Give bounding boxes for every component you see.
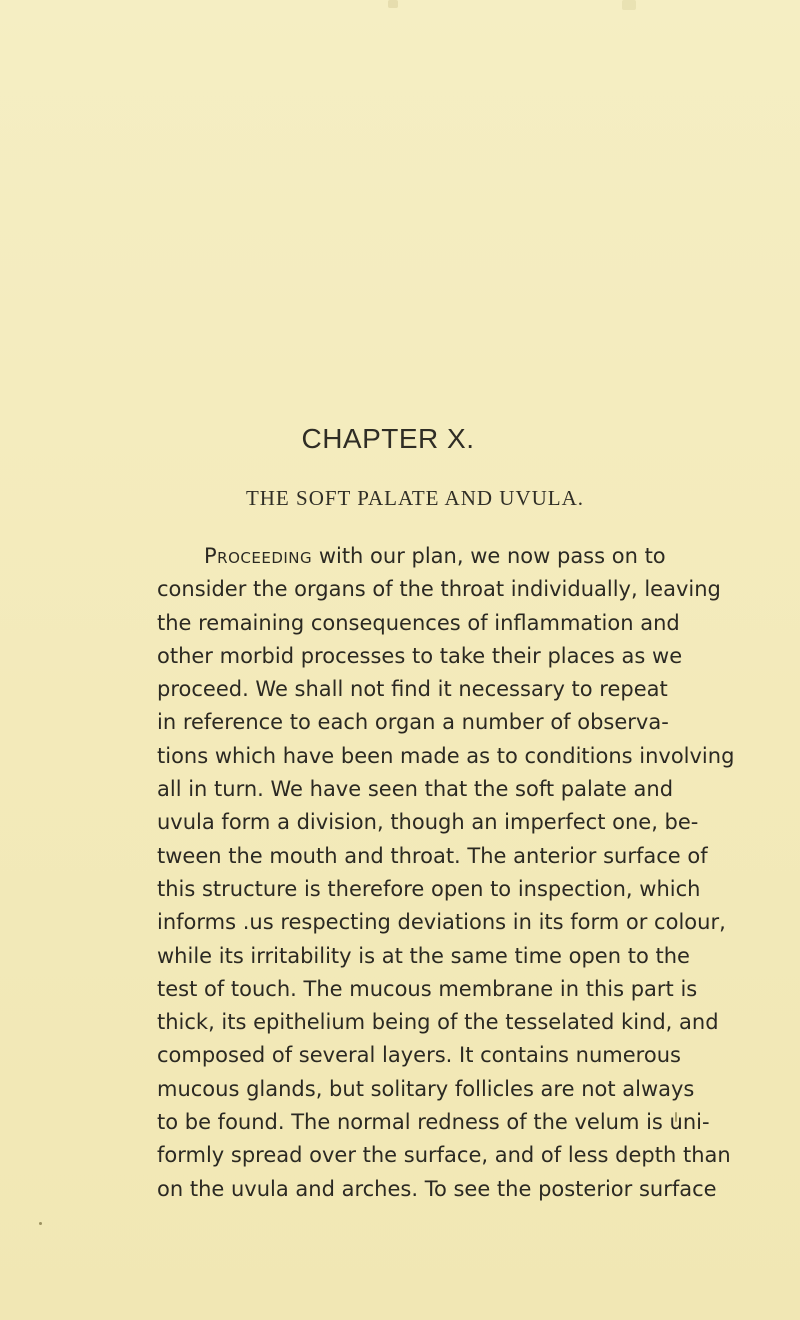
text-line: on the uvula and arches. To see the posterior surface <box>157 1176 717 1201</box>
text-line: while its irritability is at the same time open to the <box>157 943 690 968</box>
body-paragraph <box>157 540 735 1206</box>
text-line-content <box>204 544 666 568</box>
page-speck <box>39 1222 42 1225</box>
text-line: mucous glands, but solitary follicles are not always <box>157 1076 695 1101</box>
page-stain <box>388 0 398 8</box>
text-line: to be found. The normal redness of the velum is uni- <box>157 1110 710 1135</box>
text-line: formly spread over the surface, and of less depth than <box>157 1143 731 1168</box>
text-line: thick, its epithelium being of the tesselated kind, and <box>157 1010 719 1035</box>
text-line: tions which have been made as to conditions involving <box>157 743 735 768</box>
text-line: in reference to each organ a number of observa- <box>157 710 669 735</box>
text-line: the remaining consequences of inflammation and <box>157 610 680 635</box>
section-heading: THE SOFT PALATE AND UVULA. <box>245 486 585 510</box>
text-line: all in turn. We have seen that the soft palate and <box>157 777 674 802</box>
page-stain <box>622 0 636 10</box>
text-line: consider the organs of the throat individually, leaving <box>157 577 721 602</box>
text-line: uvula form a division, though an imperfect one, be- <box>157 810 699 835</box>
text-line: proceed. We shall not find it necessary to repeat <box>157 677 668 702</box>
text-line: this structure is therefore open to inspection, which <box>157 876 701 901</box>
text-line <box>157 540 718 573</box>
small-caps-word: Proceeding <box>204 544 313 568</box>
text-line: composed of several layers. It contains numerous <box>157 1043 681 1068</box>
chapter-heading: CHAPTER X. <box>301 423 475 454</box>
text-line: other morbid processes to take their places as we <box>157 643 683 668</box>
text-line-remainder: with our plan, we now pass on to <box>312 544 666 568</box>
text-line: tween the mouth and throat. The anterior surface of <box>157 843 708 868</box>
text-line: test of touch. The mucous membrane in this part is <box>157 976 698 1001</box>
text-line: informs .us respecting deviations in its form or colour, <box>157 910 726 935</box>
